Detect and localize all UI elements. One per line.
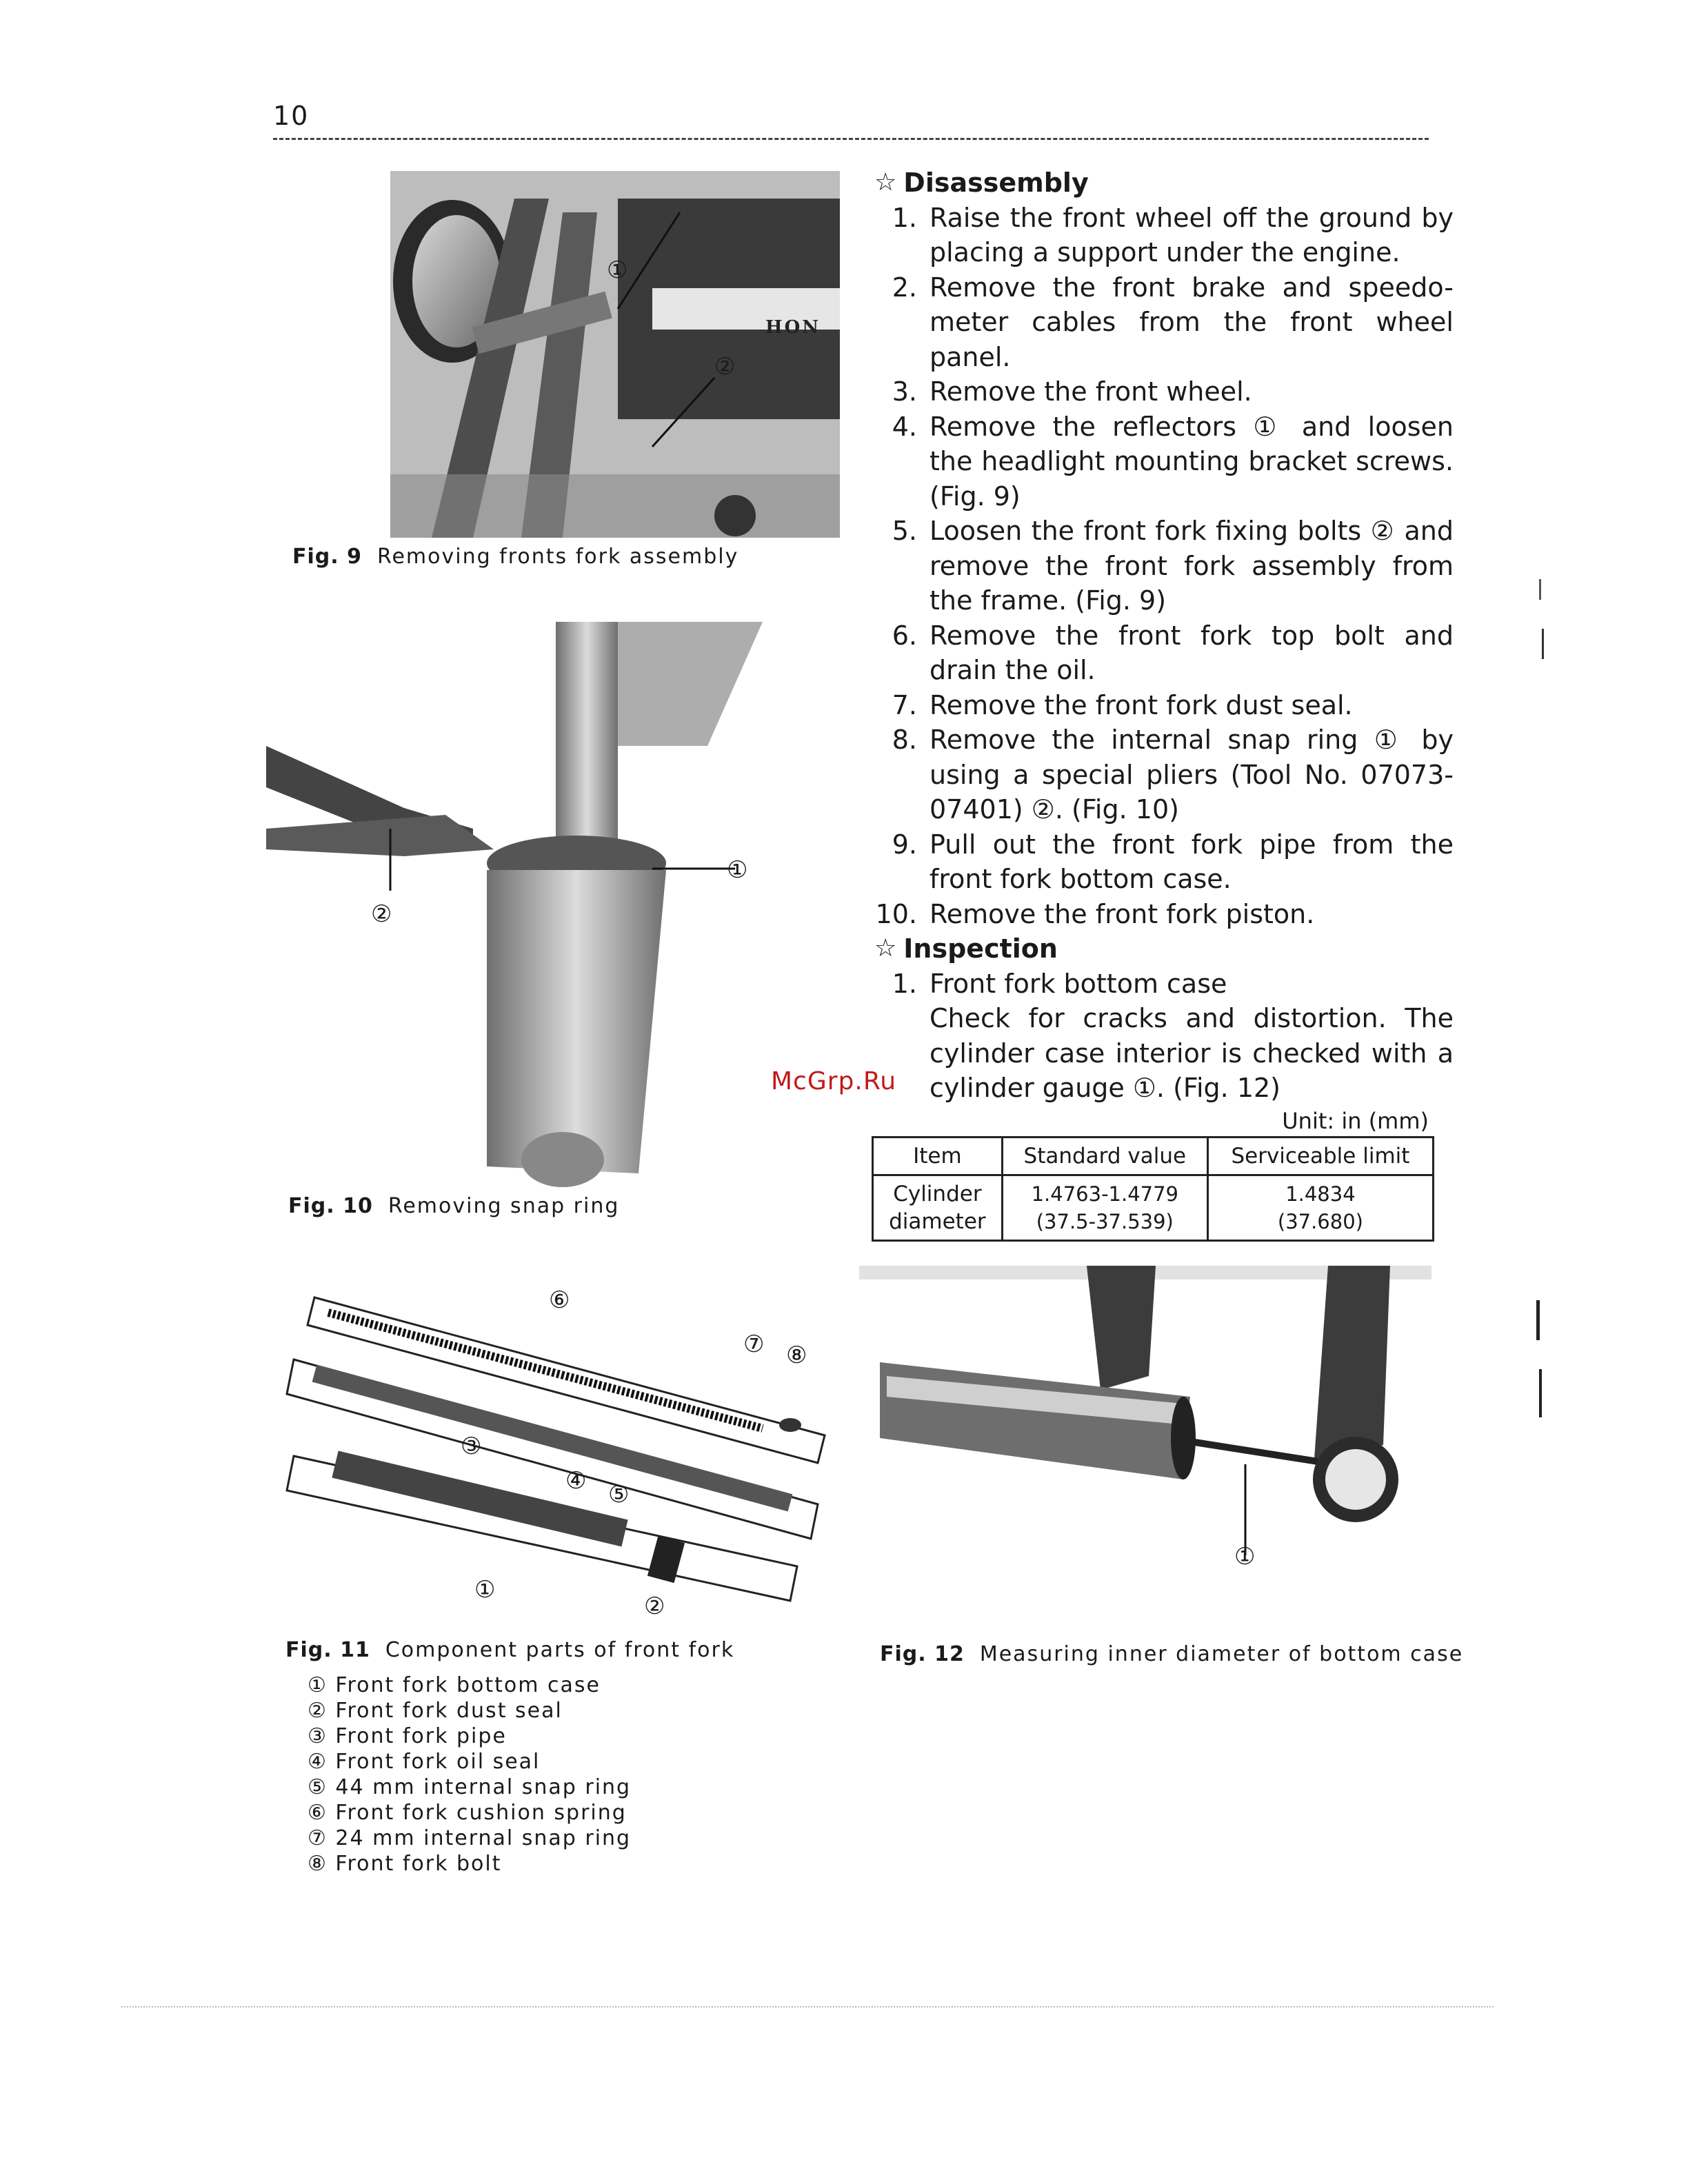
star-icon: ☆ [874, 168, 897, 196]
fig9-label: Fig. 9 [292, 545, 362, 569]
scan-mark [1539, 579, 1541, 600]
scan-mark [1536, 1300, 1540, 1340]
fig11-callout-5: ⑤ [608, 1481, 630, 1508]
scan-mark [1542, 629, 1544, 659]
fig10-callout-1: ① [727, 856, 748, 884]
inspection-heading: ☆ Inspection [874, 931, 1454, 967]
fig9-brand-text: HON [765, 317, 821, 338]
fig11-caption [285, 1638, 734, 1662]
list-item: 1. Front fork bottom case [892, 968, 1227, 999]
fig9-caption [292, 545, 738, 569]
list-item: 9. Pull out the front fork pipe from the front fork bottom case. [892, 829, 1454, 894]
fig10-caption-text: Removing snap ring [388, 1194, 620, 1218]
fig11-callout-6: ⑥ [549, 1286, 570, 1314]
list-item: 6. Remove the front fork top bolt and drain the oil. [892, 620, 1454, 685]
list-item: 2. Remove the front brake and speedo-meter cables from the front wheel panel. [892, 272, 1454, 372]
fig9-callout-2: ② [714, 353, 736, 381]
fig10-photo [266, 622, 838, 1194]
table-cell-item: Cylinder diameter [873, 1175, 1003, 1241]
fig11-callout-1: ① [474, 1576, 496, 1604]
page-number: 10 [273, 101, 310, 131]
list-item: 10. Remove the front fork piston. [875, 898, 1315, 929]
unit-label: Unit: in (mm) [1282, 1107, 1429, 1134]
fig11-legend [308, 1672, 631, 1877]
list-item: 4. Remove the reflectors ① and loosen the headlight mounting bracket screws. (Fig. 9) [892, 411, 1454, 512]
table-header: Serviceable limit [1207, 1137, 1433, 1175]
legend-item: ③ Front fork pipe [308, 1724, 507, 1748]
fig12-callout-1: ① [1234, 1543, 1256, 1570]
list-item: 1. Raise the front wheel off the ground by placing a support under the engine. [892, 202, 1454, 267]
watermark: McGrp.Ru [771, 1067, 897, 1095]
fig11-callout-7: ⑦ [743, 1331, 765, 1358]
table-header: Item [873, 1137, 1003, 1175]
text-column [874, 165, 1454, 1242]
fig11-callout-3: ③ [461, 1433, 482, 1460]
star-icon: ☆ [874, 934, 897, 962]
scan-mark [1539, 1369, 1542, 1417]
table-header: Standard value [1002, 1137, 1207, 1175]
table-cell-standard: 1.4763-1.4779 (37.5-37.539) [1002, 1175, 1207, 1241]
list-item: 7. Remove the front fork dust seal. [892, 689, 1353, 720]
list-item: 3. Remove the front wheel. [892, 376, 1252, 407]
fig11-callout-4: ④ [565, 1467, 587, 1495]
table-header-row [873, 1137, 1434, 1175]
scan-edge [121, 2006, 1494, 2008]
inspection-detail: Check for cracks and distortion. The cylinder case interior is checked with a cylinder gauge ①. (Fig. 12) [930, 1003, 1454, 1103]
disassembly-heading: ☆ Disassembly [874, 165, 1454, 201]
fig12-photo [859, 1266, 1431, 1644]
fig9-photo [390, 171, 840, 538]
legend-item: ⑥ Front fork cushion spring [308, 1801, 627, 1825]
fig10-caption [288, 1194, 619, 1218]
fig11-caption-text: Component parts of front fork [385, 1638, 735, 1662]
legend-item: ② Front fork dust seal [308, 1699, 563, 1723]
fig12-label: Fig. 12 [880, 1642, 965, 1666]
spec-table [872, 1136, 1434, 1242]
list-item [874, 1001, 1454, 1106]
fig11-label: Fig. 11 [285, 1638, 370, 1662]
legend-item: ① Front fork bottom case [308, 1673, 601, 1697]
header-rule [273, 138, 1429, 140]
list-item: 5. Loosen the front fork fixing bolts ② and remove the front fork assembly from the frame. (Fig. 9) [892, 516, 1454, 616]
table-row [873, 1175, 1434, 1241]
inspection-steps [874, 967, 1454, 1106]
fig12-caption-text: Measuring inner diameter of bottom case [979, 1642, 1464, 1666]
list-item: 8. Remove the internal snap ring ① by using a special pliers (Tool No. 07073-07401) ②. (Fig. 10) [892, 725, 1454, 825]
legend-item: ⑦ 24 mm internal snap ring [308, 1826, 632, 1850]
fig11-callout-2: ② [644, 1593, 665, 1620]
legend-item: ⑤ 44 mm internal snap ring [308, 1775, 632, 1799]
fig9-caption-text: Removing fronts fork assembly [376, 545, 739, 569]
fig12-caption [880, 1642, 1463, 1666]
legend-item: ④ Front fork oil seal [308, 1750, 541, 1774]
table-cell-limit: 1.4834 (37.680) [1207, 1175, 1433, 1241]
fig10-callout-2: ② [371, 900, 392, 928]
fig11-callout-8: ⑧ [786, 1342, 807, 1369]
fig10-label: Fig. 10 [288, 1194, 373, 1218]
disassembly-steps [874, 201, 1454, 932]
legend-item: ⑧ Front fork bolt [308, 1852, 502, 1876]
fig9-callout-1: ① [607, 256, 628, 284]
